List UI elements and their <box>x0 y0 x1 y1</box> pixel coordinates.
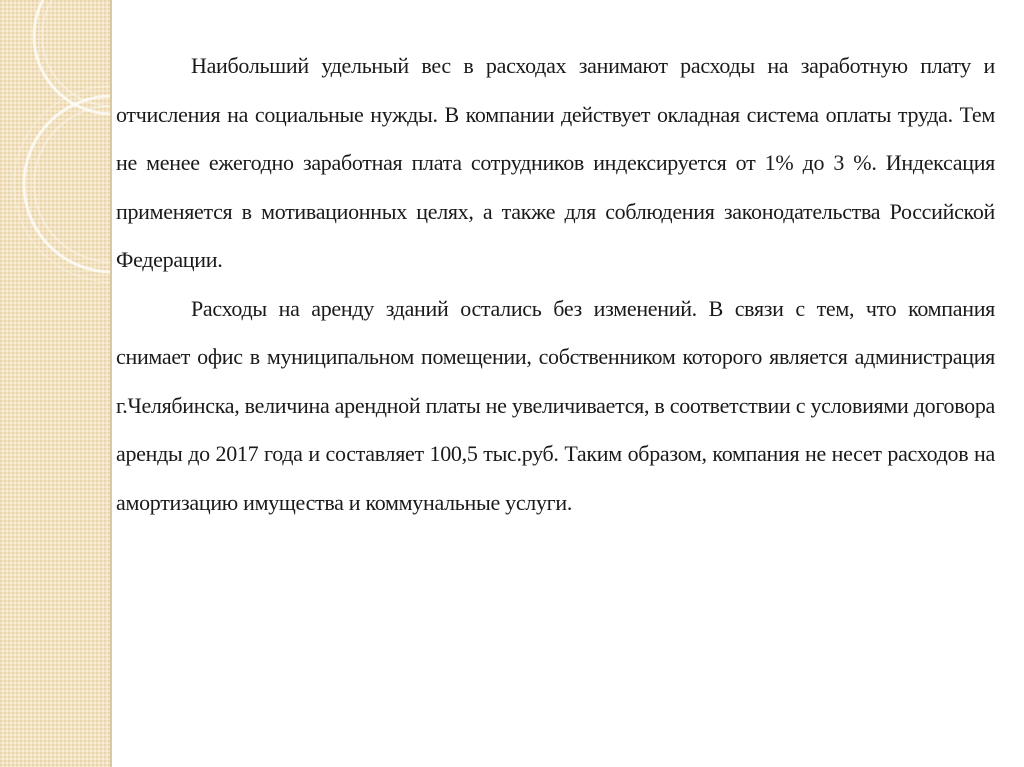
body-text <box>116 42 995 527</box>
paragraph-rent-expenses: Расходы на аренду зданий остались без изменений. В связи с тем, что компания снимает офис в муниципальном помещении, собственником которого является администрация г.Челябинска, величина арендной платы не увеличивается, в соответствии с условиями договора аренды до 2017 года и составляет 100,5 тыс.руб. Таким образом, компания не несет расходов на амортизацию имущества и коммунальные услуги. <box>116 295 995 515</box>
decorative-side-panel <box>0 0 111 767</box>
side-panel-border <box>110 0 112 767</box>
paragraph-salary-expenses: Наибольший удельный вес в расходах занимают расходы на заработную плату и отчисления на социальные нужды. В компании действует окладная система оплаты труда. Тем не менее ежегодно заработная плата сотрудников индексируется от 1% до 3 %. Индексация применяется в мотивационных целях, а также для соблюдения законодательства Российской Федерации. <box>116 53 995 272</box>
decorative-rings-graphic <box>0 0 111 767</box>
